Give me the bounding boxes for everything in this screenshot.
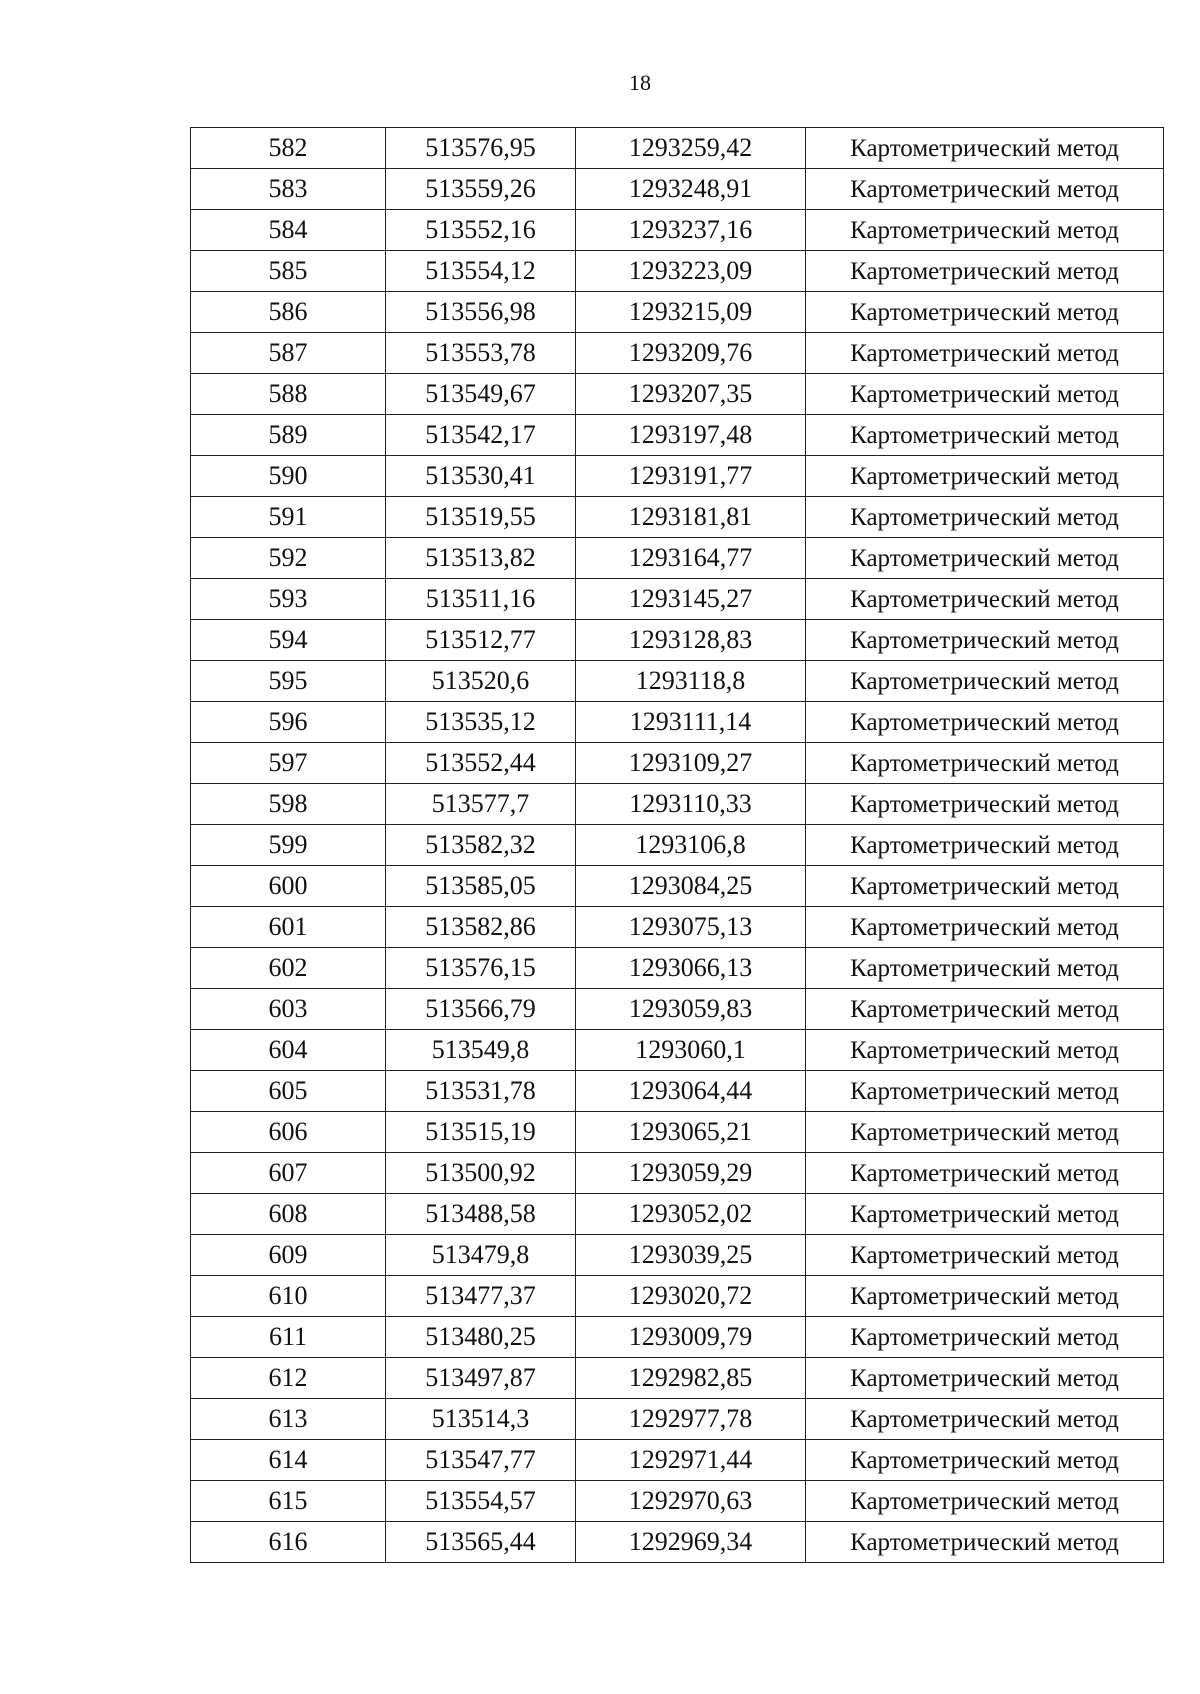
- x-coordinate-cell: 513559,26: [386, 169, 576, 210]
- y-coordinate-cell: 1293065,21: [576, 1112, 806, 1153]
- y-coordinate-cell: 1293209,76: [576, 333, 806, 374]
- method-cell: Картометрический метод: [806, 1276, 1164, 1317]
- method-cell: Картометрический метод: [806, 210, 1164, 251]
- point-number-cell: 610: [191, 1276, 386, 1317]
- method-cell: Картометрический метод: [806, 702, 1164, 743]
- point-number-cell: 584: [191, 210, 386, 251]
- point-number-cell: 605: [191, 1071, 386, 1112]
- method-cell: Картометрический метод: [806, 1358, 1164, 1399]
- table-row: [191, 989, 1164, 1030]
- x-coordinate-cell: 513515,19: [386, 1112, 576, 1153]
- point-number-cell: 598: [191, 784, 386, 825]
- table-row: [191, 579, 1164, 620]
- y-coordinate-cell: 1293106,8: [576, 825, 806, 866]
- method-cell: Картометрический метод: [806, 1399, 1164, 1440]
- y-coordinate-cell: 1293066,13: [576, 948, 806, 989]
- coordinates-table-body: [191, 128, 1164, 1563]
- page-number: 18: [629, 70, 651, 95]
- y-coordinate-cell: 1292982,85: [576, 1358, 806, 1399]
- method-cell: Картометрический метод: [806, 743, 1164, 784]
- table-row: [191, 1194, 1164, 1235]
- y-coordinate-cell: 1293075,13: [576, 907, 806, 948]
- method-cell: Картометрический метод: [806, 1153, 1164, 1194]
- point-number-cell: 585: [191, 251, 386, 292]
- table-row: [191, 210, 1164, 251]
- point-number-cell: 601: [191, 907, 386, 948]
- x-coordinate-cell: 513565,44: [386, 1522, 576, 1563]
- method-cell: Картометрический метод: [806, 251, 1164, 292]
- point-number-cell: 591: [191, 497, 386, 538]
- y-coordinate-cell: 1293084,25: [576, 866, 806, 907]
- x-coordinate-cell: 513576,95: [386, 128, 576, 169]
- table-row: [191, 866, 1164, 907]
- table-row: [191, 784, 1164, 825]
- table-row: [191, 497, 1164, 538]
- point-number-cell: 600: [191, 866, 386, 907]
- y-coordinate-cell: 1293109,27: [576, 743, 806, 784]
- table-row: [191, 456, 1164, 497]
- point-number-cell: 590: [191, 456, 386, 497]
- method-cell: Картометрический метод: [806, 620, 1164, 661]
- x-coordinate-cell: 513477,37: [386, 1276, 576, 1317]
- point-number-cell: 611: [191, 1317, 386, 1358]
- point-number-cell: 596: [191, 702, 386, 743]
- point-number-cell: 587: [191, 333, 386, 374]
- x-coordinate-cell: 513585,05: [386, 866, 576, 907]
- point-number-cell: 599: [191, 825, 386, 866]
- x-coordinate-cell: 513511,16: [386, 579, 576, 620]
- point-number-cell: 594: [191, 620, 386, 661]
- point-number-cell: 583: [191, 169, 386, 210]
- point-number-cell: 592: [191, 538, 386, 579]
- y-coordinate-cell: 1293145,27: [576, 579, 806, 620]
- y-coordinate-cell: 1293181,81: [576, 497, 806, 538]
- x-coordinate-cell: 513514,3: [386, 1399, 576, 1440]
- table-row: [191, 1153, 1164, 1194]
- point-number-cell: 586: [191, 292, 386, 333]
- y-coordinate-cell: 1292970,63: [576, 1481, 806, 1522]
- method-cell: Картометрический метод: [806, 1194, 1164, 1235]
- table-row: [191, 1276, 1164, 1317]
- y-coordinate-cell: 1293020,72: [576, 1276, 806, 1317]
- table-row: [191, 620, 1164, 661]
- x-coordinate-cell: 513530,41: [386, 456, 576, 497]
- method-cell: Картометрический метод: [806, 579, 1164, 620]
- point-number-cell: 614: [191, 1440, 386, 1481]
- method-cell: Картометрический метод: [806, 292, 1164, 333]
- table-row: [191, 1440, 1164, 1481]
- table-row: [191, 292, 1164, 333]
- table-row: [191, 948, 1164, 989]
- method-cell: Картометрический метод: [806, 1440, 1164, 1481]
- method-cell: Картометрический метод: [806, 374, 1164, 415]
- method-cell: Картометрический метод: [806, 948, 1164, 989]
- point-number-cell: 595: [191, 661, 386, 702]
- x-coordinate-cell: 513576,15: [386, 948, 576, 989]
- y-coordinate-cell: 1292969,34: [576, 1522, 806, 1563]
- x-coordinate-cell: 513577,7: [386, 784, 576, 825]
- table-row: [191, 702, 1164, 743]
- x-coordinate-cell: 513497,87: [386, 1358, 576, 1399]
- point-number-cell: 612: [191, 1358, 386, 1399]
- x-coordinate-cell: 513542,17: [386, 415, 576, 456]
- x-coordinate-cell: 513552,44: [386, 743, 576, 784]
- x-coordinate-cell: 513549,8: [386, 1030, 576, 1071]
- method-cell: Картометрический метод: [806, 989, 1164, 1030]
- method-cell: Картометрический метод: [806, 1071, 1164, 1112]
- method-cell: Картометрический метод: [806, 128, 1164, 169]
- table-row: [191, 374, 1164, 415]
- method-cell: Картометрический метод: [806, 1112, 1164, 1153]
- method-cell: Картометрический метод: [806, 169, 1164, 210]
- method-cell: Картометрический метод: [806, 538, 1164, 579]
- y-coordinate-cell: 1292977,78: [576, 1399, 806, 1440]
- y-coordinate-cell: 1293118,8: [576, 661, 806, 702]
- point-number-cell: 597: [191, 743, 386, 784]
- method-cell: Картометрический метод: [806, 1317, 1164, 1358]
- y-coordinate-cell: 1293039,25: [576, 1235, 806, 1276]
- y-coordinate-cell: 1293064,44: [576, 1071, 806, 1112]
- table-row: [191, 661, 1164, 702]
- table-row: [191, 169, 1164, 210]
- method-cell: Картометрический метод: [806, 497, 1164, 538]
- x-coordinate-cell: 513554,57: [386, 1481, 576, 1522]
- y-coordinate-cell: 1293110,33: [576, 784, 806, 825]
- point-number-cell: 616: [191, 1522, 386, 1563]
- y-coordinate-cell: 1293164,77: [576, 538, 806, 579]
- method-cell: Картометрический метод: [806, 907, 1164, 948]
- point-number-cell: 608: [191, 1194, 386, 1235]
- y-coordinate-cell: 1293259,42: [576, 128, 806, 169]
- y-coordinate-cell: 1293009,79: [576, 1317, 806, 1358]
- method-cell: Картометрический метод: [806, 1481, 1164, 1522]
- table-row: [191, 1235, 1164, 1276]
- y-coordinate-cell: 1293059,29: [576, 1153, 806, 1194]
- table-row: [191, 1030, 1164, 1071]
- method-cell: Картометрический метод: [806, 333, 1164, 374]
- y-coordinate-cell: 1293191,77: [576, 456, 806, 497]
- x-coordinate-cell: 513520,6: [386, 661, 576, 702]
- y-coordinate-cell: 1293207,35: [576, 374, 806, 415]
- method-cell: Картометрический метод: [806, 1235, 1164, 1276]
- x-coordinate-cell: 513552,16: [386, 210, 576, 251]
- x-coordinate-cell: 513480,25: [386, 1317, 576, 1358]
- method-cell: Картометрический метод: [806, 825, 1164, 866]
- table-row: [191, 907, 1164, 948]
- method-cell: Картометрический метод: [806, 661, 1164, 702]
- table-row: [191, 1358, 1164, 1399]
- x-coordinate-cell: 513547,77: [386, 1440, 576, 1481]
- point-number-cell: 602: [191, 948, 386, 989]
- table-row: [191, 1522, 1164, 1563]
- y-coordinate-cell: 1293223,09: [576, 251, 806, 292]
- method-cell: Картометрический метод: [806, 1522, 1164, 1563]
- table-row: [191, 1481, 1164, 1522]
- y-coordinate-cell: 1293128,83: [576, 620, 806, 661]
- y-coordinate-cell: 1292971,44: [576, 1440, 806, 1481]
- x-coordinate-cell: 513500,92: [386, 1153, 576, 1194]
- y-coordinate-cell: 1293237,16: [576, 210, 806, 251]
- y-coordinate-cell: 1293052,02: [576, 1194, 806, 1235]
- table-row: [191, 415, 1164, 456]
- x-coordinate-cell: 513535,12: [386, 702, 576, 743]
- method-cell: Картометрический метод: [806, 1030, 1164, 1071]
- table-row: [191, 825, 1164, 866]
- x-coordinate-cell: 513556,98: [386, 292, 576, 333]
- point-number-cell: 604: [191, 1030, 386, 1071]
- x-coordinate-cell: 513549,67: [386, 374, 576, 415]
- y-coordinate-cell: 1293059,83: [576, 989, 806, 1030]
- point-number-cell: 609: [191, 1235, 386, 1276]
- y-coordinate-cell: 1293215,09: [576, 292, 806, 333]
- table-row: [191, 743, 1164, 784]
- x-coordinate-cell: 513582,32: [386, 825, 576, 866]
- table-row: [191, 251, 1164, 292]
- method-cell: Картометрический метод: [806, 784, 1164, 825]
- point-number-cell: 603: [191, 989, 386, 1030]
- x-coordinate-cell: 513519,55: [386, 497, 576, 538]
- y-coordinate-cell: 1293111,14: [576, 702, 806, 743]
- point-number-cell: 607: [191, 1153, 386, 1194]
- y-coordinate-cell: 1293248,91: [576, 169, 806, 210]
- point-number-cell: 606: [191, 1112, 386, 1153]
- coordinates-table: [190, 127, 1164, 1563]
- x-coordinate-cell: 513488,58: [386, 1194, 576, 1235]
- point-number-cell: 589: [191, 415, 386, 456]
- table-row: [191, 1071, 1164, 1112]
- x-coordinate-cell: 513566,79: [386, 989, 576, 1030]
- y-coordinate-cell: 1293060,1: [576, 1030, 806, 1071]
- point-number-cell: 593: [191, 579, 386, 620]
- x-coordinate-cell: 513554,12: [386, 251, 576, 292]
- point-number-cell: 588: [191, 374, 386, 415]
- point-number-cell: 613: [191, 1399, 386, 1440]
- point-number-cell: 615: [191, 1481, 386, 1522]
- table-row: [191, 333, 1164, 374]
- x-coordinate-cell: 513553,78: [386, 333, 576, 374]
- point-number-cell: 582: [191, 128, 386, 169]
- y-coordinate-cell: 1293197,48: [576, 415, 806, 456]
- x-coordinate-cell: 513513,82: [386, 538, 576, 579]
- table-row: [191, 128, 1164, 169]
- method-cell: Картометрический метод: [806, 866, 1164, 907]
- x-coordinate-cell: 513479,8: [386, 1235, 576, 1276]
- table-row: [191, 1399, 1164, 1440]
- x-coordinate-cell: 513582,86: [386, 907, 576, 948]
- x-coordinate-cell: 513531,78: [386, 1071, 576, 1112]
- method-cell: Картометрический метод: [806, 456, 1164, 497]
- method-cell: Картометрический метод: [806, 415, 1164, 456]
- table-row: [191, 538, 1164, 579]
- table-row: [191, 1317, 1164, 1358]
- table-row: [191, 1112, 1164, 1153]
- x-coordinate-cell: 513512,77: [386, 620, 576, 661]
